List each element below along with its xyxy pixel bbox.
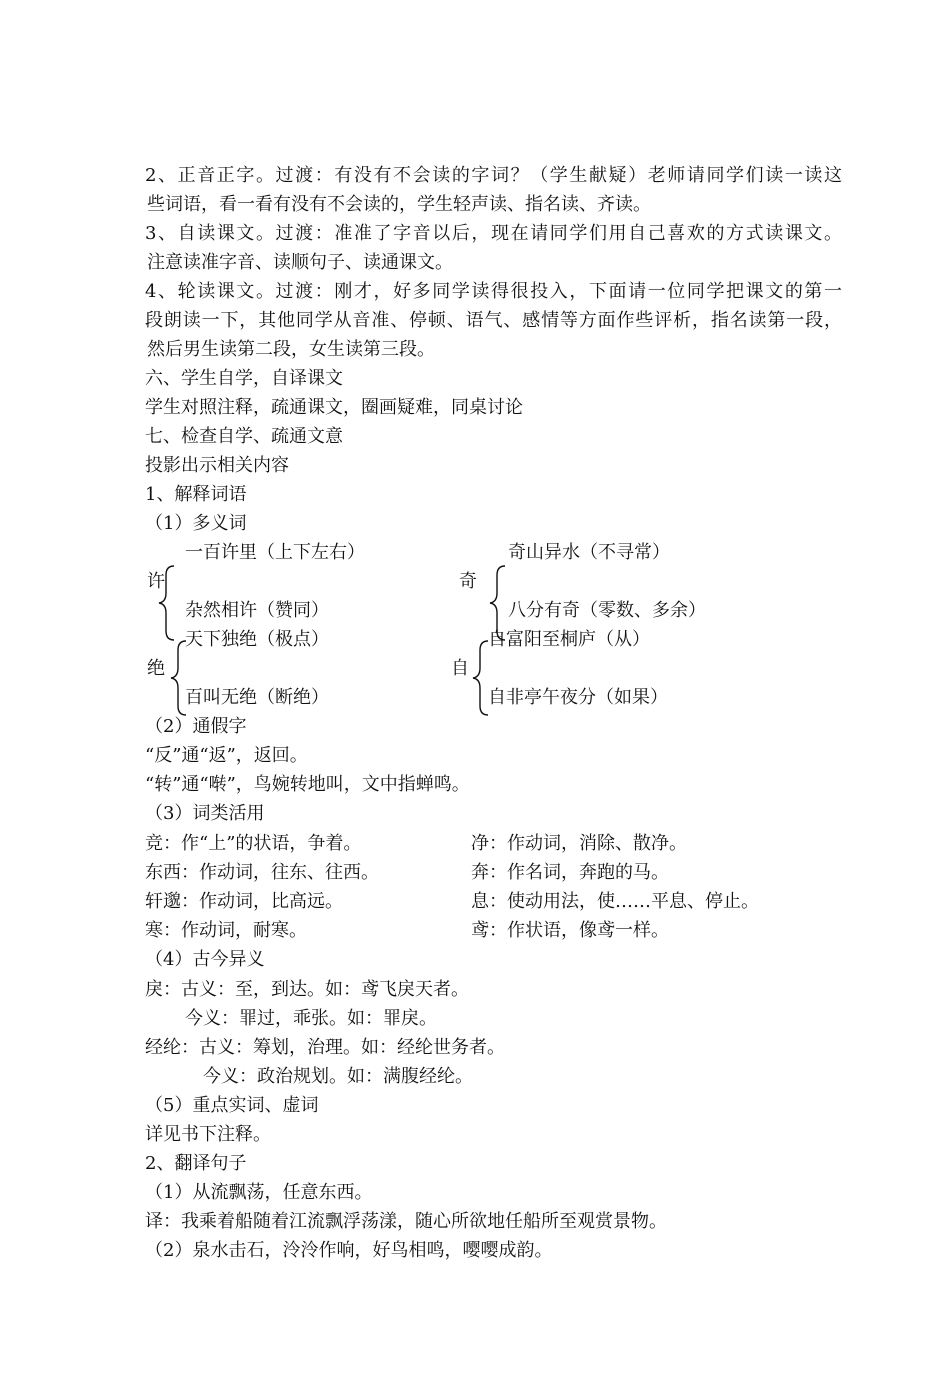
polysemy-qi-sense-2: 八分有奇（零数、多余） <box>508 600 706 621</box>
polysemy-jue-sense-1: 天下独绝（极点） <box>185 629 329 650</box>
zhongdian-body: 详见书下注释。 <box>145 1124 271 1145</box>
section-7-line-1: 投影出示相关内容 <box>145 455 289 476</box>
polysemy-xu-sense-2: 杂然相许（赞同） <box>185 600 329 621</box>
polysemy-xu-char: 许 <box>147 571 165 592</box>
translate-sentence-2: （2）泉水击石，泠泠作响，好鸟相鸣，嘤嘤成韵。 <box>145 1240 553 1261</box>
cilei-row-1-left: 竞：作“上”的状语，争着。 <box>145 833 362 854</box>
cilei-row-3-right: 息：使动用法，使……平息、停止。 <box>471 891 759 912</box>
gujin-heading: （4）古今异义 <box>145 949 265 970</box>
cilei-heading: （3）词类活用 <box>145 803 265 824</box>
polysemy-jue-sense-2: 百叫无绝（断绝） <box>185 687 329 708</box>
cilei-row-1-right: 净：作动词，消除、散净。 <box>471 833 687 854</box>
cilei-row-3-left: 轩邈：作动词，比高远。 <box>145 891 343 912</box>
section-7-heading: 七、检查自学、疏通文意 <box>145 426 343 447</box>
paragraph-4-line-3: 然后男生读第二段，女生读第三段。 <box>147 339 435 360</box>
paragraph-3-line-1: 3、自读课文。过渡：准准了字音以后，现在请同学们用自己喜欢的方式读课文。 <box>145 223 842 244</box>
gujin-jinglun-new: 今义：政治规划。如：满腹经纶。 <box>203 1066 473 1087</box>
gujin-li-old: 戾：古义：至，到达。如：鸢飞戾天者。 <box>145 979 469 1000</box>
paragraph-3-line-2: 注意读准字音、读顺句子、读通课文。 <box>147 252 453 273</box>
section-6-heading: 六、学生自学，自译课文 <box>145 368 343 389</box>
polysemy-heading: （1）多义词 <box>145 513 247 534</box>
zhongdian-heading: （5）重点实词、虚词 <box>145 1095 319 1116</box>
tongjia-item-2: “转”通“啭”，鸟婉转地叫，文中指蝉鸣。 <box>145 774 470 795</box>
translate-sentence-1: （1）从流飘荡，任意东西。 <box>145 1182 373 1203</box>
polysemy-xu-sense-1: 一百许里（上下左右） <box>185 542 365 563</box>
cilei-row-2-right: 奔：作名词，奔跑的马。 <box>471 862 669 883</box>
paragraph-2-line-2: 些词语，看一看有没有不会读的，学生轻声读、指名读、齐读。 <box>147 194 651 215</box>
section-6-body: 学生对照注释，疏通课文，圈画疑难，同桌讨论 <box>145 397 523 418</box>
subheading-translate: 2、翻译句子 <box>145 1153 247 1174</box>
polysemy-jue-char: 绝 <box>147 658 165 679</box>
tongjia-item-1: “反”通“返”，返回。 <box>145 745 308 766</box>
cilei-row-4-right: 鸢：作状语，像鸢一样。 <box>471 920 669 941</box>
paragraph-4-line-2: 段朗读一下，其他同学从音准、停顿、语气、感情等方面作些评析，指名读第一段， <box>145 310 842 331</box>
polysemy-zi-char: 自 <box>451 658 469 679</box>
polysemy-qi-sense-1: 奇山异水（不寻常） <box>508 542 670 563</box>
gujin-jinglun-old: 经纶：古义：筹划，治理。如：经纶世务者。 <box>145 1037 505 1058</box>
paragraph-2-line-1: 2、正音正字。过渡：有没有不会读的字词？（学生献疑）老师请同学们读一读这 <box>145 165 842 186</box>
gujin-li-new: 今义：罪过，乖张。如：罪戾。 <box>185 1008 437 1029</box>
polysemy-zi-sense-2: 自非亭午夜分（如果） <box>488 687 668 708</box>
subheading-explain-words: 1、解释词语 <box>145 484 247 505</box>
polysemy-zi-sense-1: 自富阳至桐庐（从） <box>488 629 650 650</box>
polysemy-qi-char: 奇 <box>459 571 477 592</box>
tongjia-heading: （2）通假字 <box>145 716 247 737</box>
brace-xu <box>158 565 176 641</box>
cilei-row-2-left: 东西：作动词，往东、往西。 <box>145 862 379 883</box>
cilei-row-4-left: 寒：作动词，耐寒。 <box>145 920 307 941</box>
translate-sentence-1-translation: 译：我乘着船随着江流飘浮荡漾，随心所欲地任船所至观赏景物。 <box>145 1211 667 1232</box>
paragraph-4-line-1: 4、轮读课文。过渡：刚才，好多同学读得很投入，下面请一位同学把课文的第一 <box>145 281 842 302</box>
